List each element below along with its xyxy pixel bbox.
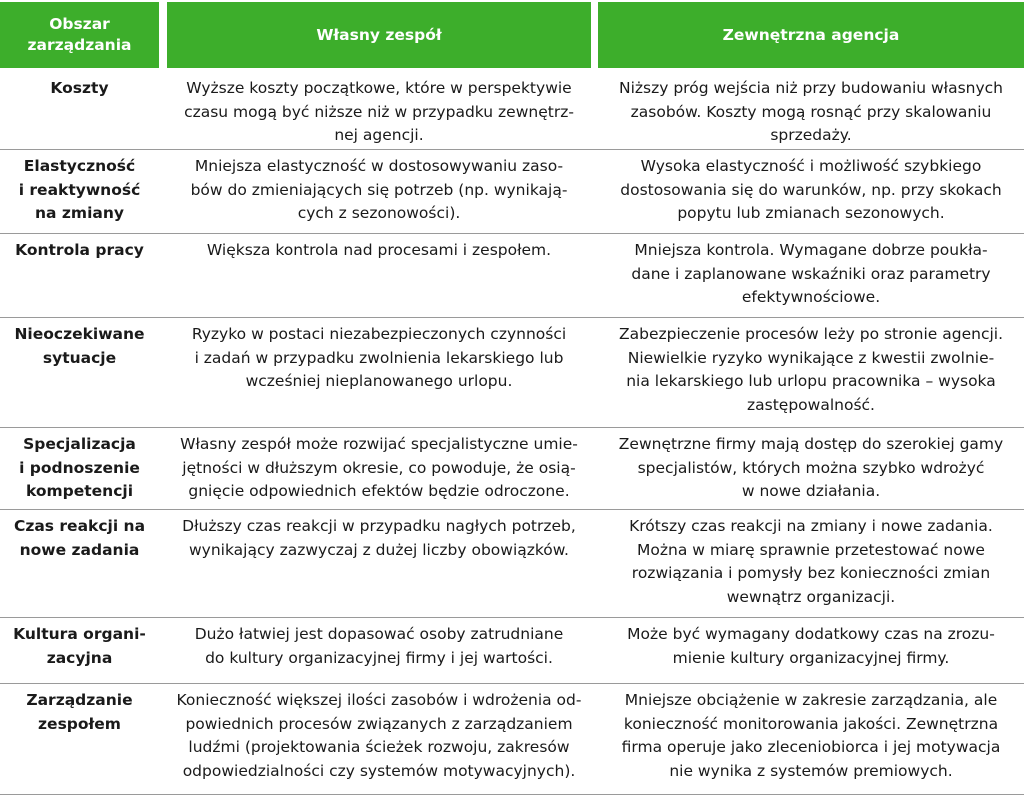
cell-text-line: zacyjna bbox=[46, 648, 113, 667]
cell-text-line: Można w miarę sprawnie przetestować nowe bbox=[637, 540, 985, 559]
cell-text-line: cych z sezonowości). bbox=[297, 204, 461, 222]
table-row bbox=[0, 510, 1024, 618]
cell-text-line: Niższy próg wejścia niż przy budowaniu własnych bbox=[619, 79, 1003, 97]
cell-text-line: Dłuższy czas reakcji w przypadku nagłych potrzeb, bbox=[182, 517, 576, 535]
table-row bbox=[0, 318, 1024, 428]
cell-text-line: Zarządzanie bbox=[26, 691, 133, 709]
row-agency-cell bbox=[599, 510, 1023, 609]
cell-text-line: sprzedaży. bbox=[770, 126, 852, 144]
header-area bbox=[0, 2, 159, 68]
row-agency-cell bbox=[599, 428, 1023, 504]
cell-text-line: i reaktywność bbox=[18, 180, 141, 199]
row-own-team-cell bbox=[168, 684, 590, 783]
row-agency-cell bbox=[599, 234, 1023, 310]
row-agency-cell bbox=[599, 150, 1023, 226]
cell-text-line: Mniejsza elastyczność w dostosowywaniu zaso- bbox=[194, 157, 564, 175]
cell-text-line: dostosowania się do warunków, np. przy skokach bbox=[620, 180, 1002, 199]
cell-text-line: Konieczność większej ilości zasobów i wdrożenia od- bbox=[176, 691, 582, 709]
cell-text-line: wewnątrz organizacji. bbox=[726, 587, 896, 606]
cell-text-line: Zewnętrzne firmy mają dostęp do szerokiej gamy bbox=[618, 435, 1004, 453]
row-area-cell bbox=[0, 234, 159, 263]
cell-text-line: Wysoka elastyczność i możliwość szybkiego bbox=[640, 157, 982, 175]
cell-text-line: Czas reakcji na bbox=[13, 517, 146, 535]
row-agency-cell bbox=[599, 684, 1023, 783]
cell-text-line: sytuacje bbox=[42, 348, 117, 367]
cell-text-line: nej agencji. bbox=[334, 126, 424, 144]
cell-text-line: Dużo łatwiej jest dopasować osoby zatrudniane bbox=[194, 625, 564, 643]
row-own-team-cell bbox=[168, 618, 590, 670]
cell-text-line: Mniejsze obciążenie w zakresie zarządzania, ale bbox=[624, 691, 998, 709]
cell-text-line: konieczność monitorowania jakości. Zewnętrzna bbox=[623, 714, 999, 733]
cell-text-line: wcześniej nieplanowanego urlopu. bbox=[245, 372, 513, 390]
cell-text-line: efektywnościowe. bbox=[741, 288, 881, 306]
row-area-cell bbox=[0, 618, 159, 670]
cell-text-line: Kontrola pracy bbox=[15, 241, 144, 259]
cell-text-line: dane i zaplanowane wskaźniki oraz parametry bbox=[631, 264, 991, 283]
cell-text-line: zespołem bbox=[38, 714, 121, 733]
table-row bbox=[0, 684, 1024, 795]
cell-text-line: bów do zmieniających się potrzeb (np. wynikają- bbox=[190, 180, 568, 199]
cell-text-line: czasu mogą być niższe niż w przypadku zewnętrz- bbox=[184, 102, 574, 121]
cell-text-line: gnięcie odpowiednich efektów będzie odroczone. bbox=[188, 482, 570, 500]
row-own-team-cell bbox=[168, 510, 590, 562]
cell-text-line: firma operuje jako zleceniobiorca i jej motywacja bbox=[621, 738, 1001, 756]
cell-text-line: nie wynika z systemów premiowych. bbox=[669, 761, 953, 780]
table-row bbox=[0, 428, 1024, 510]
cell-text-line: specjalistów, których można szybko wdrożyć bbox=[637, 458, 985, 477]
header-text: Zewnętrzna agencja bbox=[722, 25, 900, 44]
row-own-team-cell bbox=[168, 150, 590, 226]
cell-text-line: Własny zespół może rozwijać specjalistyczne umie- bbox=[180, 435, 578, 453]
cell-text-line: wynikający zazwyczaj z dużej liczby obowiązków. bbox=[189, 540, 569, 559]
row-area-cell bbox=[0, 150, 159, 226]
row-area-cell bbox=[0, 684, 159, 736]
cell-text-line: nowe zadania bbox=[19, 540, 140, 559]
cell-text-line: Elastyczność bbox=[23, 157, 136, 175]
cell-text-line: Nieoczekiwane bbox=[14, 325, 145, 343]
header-external-agency bbox=[598, 2, 1024, 68]
cell-text-line: Większa kontrola nad procesami i zespołem. bbox=[206, 241, 552, 259]
cell-text-line: Mniejsza kontrola. Wymagane dobrze poukła- bbox=[634, 241, 988, 259]
cell-text-line: i podnoszenie bbox=[19, 458, 140, 477]
header-text: Własny zespół bbox=[316, 25, 442, 44]
cell-text-line: Ryzyko w postaci niezabezpieczonych czynności bbox=[191, 325, 567, 343]
row-own-team-cell bbox=[168, 72, 590, 148]
cell-text-line: odpowiedzialności czy systemów motywacyjnych). bbox=[182, 761, 576, 780]
cell-text-line: Zabezpieczenie procesów leży po stronie agencji. bbox=[618, 325, 1004, 343]
header-text: zarządzania bbox=[27, 36, 132, 54]
cell-text-line: rozwiązania i pomysły bez konieczności zmian bbox=[631, 564, 991, 582]
cell-text-line: Wyższe koszty początkowe, które w perspektywie bbox=[186, 79, 572, 97]
cell-text-line: nia lekarskiego lub urlopu pracownika – wysoka bbox=[626, 372, 996, 390]
row-area-cell bbox=[0, 428, 159, 504]
row-own-team-cell bbox=[168, 318, 590, 394]
row-agency-cell bbox=[599, 318, 1023, 417]
row-area-cell bbox=[0, 318, 159, 370]
row-area-cell bbox=[0, 510, 159, 562]
row-own-team-cell bbox=[168, 234, 590, 263]
row-own-team-cell bbox=[168, 428, 590, 504]
row-area-cell bbox=[0, 72, 159, 101]
cell-text-line: kompetencji bbox=[25, 482, 134, 500]
cell-text-line: popytu lub zmianach sezonowych. bbox=[677, 204, 945, 222]
cell-text-line: Niewielkie ryzyko wynikające z kwestii zwolnie- bbox=[627, 348, 995, 367]
cell-text-line: Specjalizacja bbox=[23, 435, 136, 453]
cell-text-line: w nowe działania. bbox=[741, 482, 881, 500]
cell-text-line: ludźmi (projektowania ścieżek rozwoju, zakresów bbox=[188, 738, 570, 756]
cell-text-line: zasobów. Koszty mogą rosnąć przy skalowaniu bbox=[630, 102, 992, 121]
cell-text-line: na zmiany bbox=[35, 204, 124, 222]
cell-text-line: jętności w dłuższym okresie, co powoduje, że osią- bbox=[182, 458, 576, 477]
cell-text-line: Krótszy czas reakcji na zmiany i nowe zadania. bbox=[629, 517, 993, 535]
cell-text-line: powiednich procesów związanych z zarządzaniem bbox=[185, 714, 573, 733]
table-row bbox=[0, 72, 1024, 150]
header-own-team bbox=[167, 2, 591, 68]
cell-text-line: Koszty bbox=[50, 79, 109, 97]
cell-text-line: zastępowalność. bbox=[747, 395, 875, 414]
cell-text-line: do kultury organizacyjnej firmy i jej wartości. bbox=[205, 648, 553, 667]
row-agency-cell bbox=[599, 618, 1023, 670]
header-text: Obszar bbox=[49, 15, 110, 33]
table-row bbox=[0, 150, 1024, 234]
table-row bbox=[0, 234, 1024, 318]
cell-text-line: Kultura organi- bbox=[13, 625, 146, 643]
cell-text-line: i zadań w przypadku zwolnienia lekarskiego lub bbox=[194, 348, 564, 367]
cell-text-line: Może być wymagany dodatkowy czas na zrozu- bbox=[627, 625, 995, 643]
table-header bbox=[0, 0, 1024, 72]
table-row bbox=[0, 618, 1024, 684]
cell-text-line: mienie kultury organizacyjnej firmy. bbox=[672, 648, 950, 667]
row-agency-cell bbox=[599, 72, 1023, 148]
